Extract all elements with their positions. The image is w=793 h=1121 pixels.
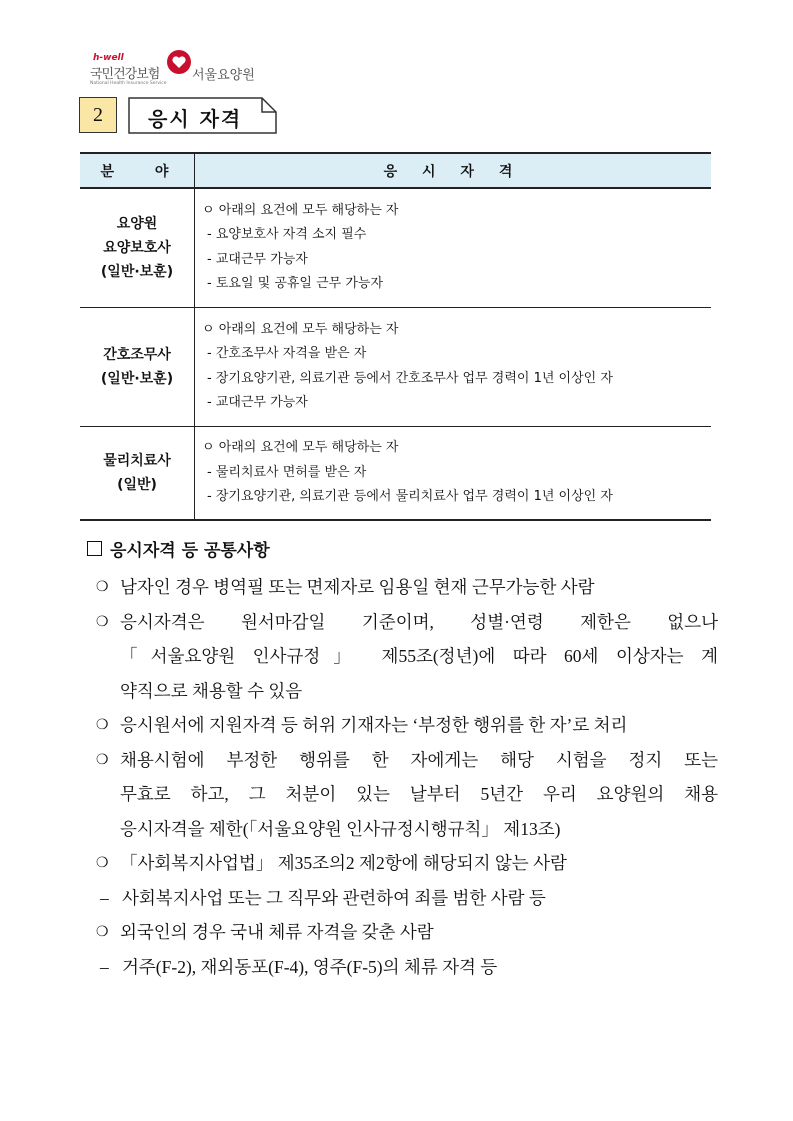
list-item	[96, 846, 718, 881]
qualification-cell	[195, 307, 712, 426]
qualification-cell	[195, 188, 712, 307]
common-requirements-list	[96, 570, 718, 984]
table-row	[80, 307, 711, 426]
list-item	[96, 570, 718, 605]
field-line: (일반·보훈)	[100, 370, 174, 387]
list-item-text: 남자인 경우 병역필 또는 면제자로 임용일 현재 근무가능한 사람	[120, 577, 595, 597]
circle-bullet-icon: ❍	[96, 924, 109, 940]
list-item-text: 「사회복지사업법」 제35조의2 제2항에 해당되지 않는 사람	[120, 853, 567, 873]
qualification-line: ㅇ 아래의 요건에 모두 해당하는 자	[202, 440, 399, 455]
field-line: 간호조무사	[103, 346, 171, 363]
header-field: 분 야	[80, 153, 195, 188]
field-line: (일반·보훈)	[100, 263, 174, 280]
list-item-text: 응시자격을 제한(「서울요양원 인사규정시행규칙」 제13조)	[120, 818, 561, 839]
logo-org-name: 국민건강보험	[90, 67, 160, 82]
qualification-cell	[195, 426, 712, 520]
dash-bullet-icon: –	[100, 956, 109, 977]
list-item-text: 응시자격은 원서마감일 기준이며, 성별·연령 제한은 없으나	[120, 611, 718, 632]
field-line: 요양보호사	[103, 239, 171, 256]
sub-list-item-text: 거주(F-2), 재외동포(F-4), 영주(F-5)의 체류 자격 등	[122, 956, 498, 977]
circle-bullet-icon: ❍	[96, 579, 109, 595]
circle-bullet-icon: ❍	[96, 717, 109, 733]
sub-list-item-text: 사회복지사업 또는 그 직무와 관련하여 죄를 범한 사람 등	[122, 887, 546, 908]
logo-branch-name: 서울요양원	[192, 68, 255, 83]
table-row	[80, 426, 711, 520]
field-line: (일반)	[117, 476, 157, 493]
checkbox-square-icon	[87, 541, 102, 556]
table-row	[80, 188, 711, 307]
qualification-line: - 물리치료사 면허를 받은 자	[207, 464, 367, 480]
section-title-box	[128, 97, 276, 133]
table-header-row	[80, 153, 711, 188]
qualification-line: ㅇ 아래의 요건에 모두 해당하는 자	[202, 202, 399, 218]
common-heading-text: 응시자격 등 공통사항	[110, 541, 270, 561]
qualification-line: - 요양보호사 자격 소지 필수	[207, 227, 367, 243]
field-line: 물리치료사	[103, 452, 171, 469]
list-item	[96, 743, 718, 847]
common-requirements-heading	[87, 536, 270, 561]
qualification-line: - 교대근무 가능자	[207, 395, 308, 410]
dash-bullet-icon: –	[100, 887, 109, 908]
qualification-line: - 장기요양기관, 의료기관 등에서 물리치료사 업무 경력이 1년 이상인 자	[207, 489, 613, 504]
heart-logo-icon	[166, 49, 192, 75]
field-line: 요양원	[116, 215, 158, 232]
list-item-text: 「서울요양원 인사규정」 제55조(정년)에 따라 60세 이상자는 계	[120, 646, 718, 666]
sub-list-item	[96, 950, 718, 985]
field-cell	[80, 426, 195, 520]
circle-bullet-icon: ❍	[96, 613, 109, 630]
list-item-text: 응시원서에 지원자격 등 허위 기재자는 ‘부정한 행위를 한 자’로 처리	[120, 715, 628, 735]
field-cell	[80, 307, 195, 426]
list-item-text: 외국인의 경우 국내 체류 자격을 갖춘 사람	[120, 922, 434, 942]
list-item-text: 약직으로 채용할 수 있음	[120, 680, 303, 701]
qualification-line: - 장기요양기관, 의료기관 등에서 간호조무사 업무 경력이 1년 이상인 자	[207, 370, 613, 386]
qualification-line: ㅇ 아래의 요건에 모두 해당하는 자	[202, 321, 399, 337]
section-number: 2	[79, 97, 117, 133]
circle-bullet-icon: ❍	[96, 751, 109, 768]
circle-bullet-icon: ❍	[96, 855, 109, 871]
list-item-text: 무효로 하고, 그 처분이 있는 날부터 5년간 우리 요양원의 채용	[120, 784, 718, 804]
qualification-line: - 간호조무사 자격을 받은 자	[207, 346, 367, 361]
sub-list-item	[96, 881, 718, 916]
section-title: 응시 자격	[148, 107, 243, 131]
list-item-text: 채용시험에 부정한 행위를 한 자에게는 해당 시험을 정지 또는	[120, 749, 718, 770]
qualification-line: - 교대근무 가능자	[207, 251, 308, 267]
logo-english-name: National Health Insurance Service	[90, 81, 167, 86]
qualification-table	[80, 152, 711, 521]
list-item	[96, 915, 718, 950]
field-cell	[80, 188, 195, 307]
header-qualification: 응 시 자 격	[195, 153, 712, 188]
list-item	[96, 605, 718, 709]
logo	[90, 45, 290, 95]
list-item	[96, 708, 718, 743]
logo-hwell-text: h-well	[93, 53, 124, 63]
qualification-line: - 토요일 및 공휴일 근무 가능자	[207, 276, 384, 292]
